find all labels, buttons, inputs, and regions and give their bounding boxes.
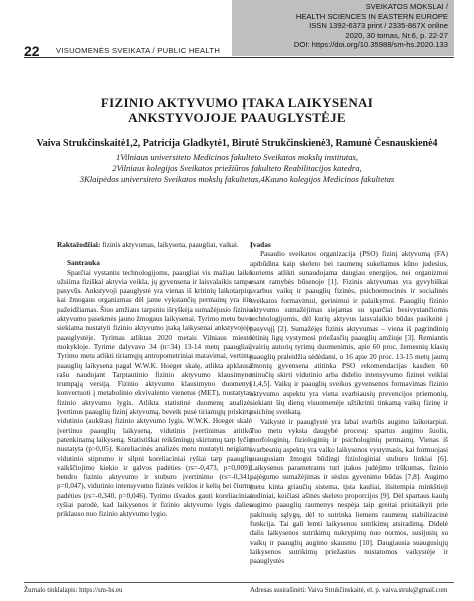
summary-text: Sparčiai vystantis technologijoms, paaugliai vis mažiau laiko užsiima fiziškai aktyvia veikla, jų gyvensena ir laisvalaikis tampa pasyvūs. Ankstyvoji paauglystė yra vienas iš kritinių laikotarpių, kai žmogaus organizmas dėl jame vykstančių permainų yra itin pažeidžiamas. Šiuo amžiaus tarpsniu išryškėja sumažėjusio fizinio aktyvumo pasekmės jauno žmogaus laikysenai. Tyrimo metu buvo siekiama nustatyti fizinio aktyvumo įtaką laikysenai ankstyvojoje paauglystėje. Tyrimas atliktas 2020 metais Vilniaus miesto mokykloje. Tyrime dalyvavo 34 (n=34) 13-14 metų paaugliai. Tyrimo metu atlikti tiriamųjų antropometriniai matavimai, vertinta paauglių laikysena pagal W.W.K. Hoeger skalę, atlikta apklausa rašu naudojant Tarptautinio fizinio aktyvumo klausimyno trumpąją versiją. Fizinio aktyvumo klausimyno duomenys konvertuoti į metabolinio ekvivalento vienetus (MET), nustatytas fizinio aktyvumo lygis. Atlikta statistinė duomenų analizė. Įvertinus paauglių fizinį aktyvumą, beveik pusė tiriamųjų priskirta vidutinio (aukštas) fizinio aktyvumo lygis. W.W.K. Hoeger skalė įvertinus paauglių laikyseną, vidutinis įvertinimas atitiko patenkinamą laikyseną. Statistiškai reikšmingų skirtumų tarp lyčių nustatyta (p>0,05). Koreliacinės analizės metu nustatyti neigiami vidutinio stiprumo ir silpni koreliaciniai ryšiai tarp paauglių vaikščiojimo kiekio ir galvos padėties (rs=-0,473, p=0,009), bendro fizinio aktyvumo ir stuburo įvertinimo (rs=-0,341, p=0,047), vidutinio intensyvumo fizinės veiklos ir kelių bei čiurnų padėties (rs=-0,340, p=0,046). Tyrimo išvados gauti koreliaciniai ryšiai parodė, kad laikysenos ir fizinio aktyvumo lygis dalies priklauso nuo fizinio aktyvumo lygio. bbox=[57, 267, 252, 519]
page-number: 22 bbox=[24, 43, 40, 59]
journal-issue: 2020, 30 tomas, Nr.6, p. 22-27 bbox=[345, 30, 448, 40]
affiliation-line: 2Vilniaus kolegijos Sveikatos priežiūros fakulteto Reabilitacijos katedra, bbox=[112, 163, 362, 173]
journal-name-lt: SVEIKATOS MOKSLAI / bbox=[365, 2, 448, 11]
introduction-paragraph-2: Vaikystė ir paauglystė yra labai svarbūs augimo laikotarpiai. Tuo metu vyksta daugybė procesų: spartus augimo šuolis, morfologinių, fiziologinių ir psichologinių permainų. Vienas iš svarbesnių aspektų yra vaiko laikysenos vystymasis, kai formuojasi suaugusiam žmogui būdingi fiziologiniai stuburo linkiai [6]. Laikysenos parametrams turi įtakos judėjimo trūkumas, fizinio pajėgumo sumažėjimas ir sėslus gyvenimo būdas [7,8]. Augimo metu kinta griaučių sistema, tįsta kauliai, išsitempia minkštieji audiniai, keičiasi ašinės skeleto proporcijos [9]. Dėl spartaus kaulų augimo paauglių raumenys nespėja taip greitai prisitaikyti prie pakitusių sąlygų, dėl to sutrinka liemens raumenų stabilizacinė funkcija. Tai gali lemti laikysenos sutrikimų atsiradimą. Didelė dalis laikysenos sutrikimų nukrypimų nuo normos, susijusių su vaikų ir paauglių augimo skausmu [10]. Daugiausia suaugusiųjų laikysenos sutrikimų priežasties nustatomos vaikystėje ir paauglystės bbox=[250, 416, 448, 566]
journal-doi[interactable]: DOI: https://doi.org/10.35988/sm-hs.2020.133 bbox=[293, 40, 448, 50]
journal-website-note[interactable]: Žurnalo tinklalapis: https://sm-hs.eu bbox=[24, 587, 123, 594]
summary-heading: Santrauka bbox=[67, 258, 100, 268]
affiliation-line: 1Vilniaus universiteto Medicinos fakulteto Sveikatos mokslų institutas, bbox=[115, 152, 359, 162]
journal-info-box bbox=[232, 0, 454, 56]
journal-name-en: HEALTH SCIENCES IN EASTERN EUROPE bbox=[295, 11, 448, 21]
right-column bbox=[250, 240, 448, 565]
running-header: VISUOMENĖS SVEIKATA / PUBLIC HEALTH bbox=[56, 46, 221, 55]
keywords-label: Raktažodžiai: bbox=[57, 240, 101, 249]
introduction-heading: Įvadas bbox=[250, 240, 271, 249]
footer-divider bbox=[24, 582, 454, 583]
affiliation-line: 3Klaipėdos universiteto Sveikatos mokslų fakultetas,4Kauno kolegijos Medicinos fakultetas bbox=[79, 174, 395, 184]
affiliations bbox=[0, 152, 474, 185]
article-title-line-2: ANKSTYVOJOJE PAAUGLYSTĖJE bbox=[128, 110, 346, 125]
header-divider bbox=[24, 57, 454, 58]
article-title-line-1: FIZINIO AKTYVUMO ĮTAKA LAIKYSENAI bbox=[100, 95, 374, 110]
author-list: Vaiva Strukčinskaitė1,2, Patricija Gladkytė1, Birutė Strukčinskienė3, Ramunė Česnauskienė4 bbox=[36, 138, 438, 149]
left-column bbox=[57, 240, 252, 519]
keywords-text: fizinis aktyvumas, laikysena, paaugliai, vaikai. bbox=[100, 240, 239, 249]
keywords bbox=[57, 240, 252, 249]
correspondence-note[interactable]: Adresas susirašinėti: Vaiva Strukčinskaitė, el. p. vaiva.struk@gmail.com bbox=[250, 587, 448, 594]
introduction-paragraph-1: Pasaulio sveikatos organizacija (PSO) fizinį aktyvumą (FA) apibūdina kaip skeleto bei raumenų sukeliamus kūno judesius, kuriems atlikti sunaudojama daugiau energijos, nei organizmui esant ramybės būsenoje [1]. Fizinis aktyvumas yra gyvybiškai svarbus vaikų ir paauglių fizinės, psichoemocinės ir socialinės sveikatos formavimui, gerinimui ir palaikymui. Paauglių fizinio aktyvumo sumažėjimas siejamas su sparčiai besivystančiomis technologijomis, dėl kurių aktyvus laisvalaikio būdas pasikeitė į pasyvųjį [2]. Sumažėjęs fizinis aktyvumas – viena iš pagrindinių lėtinių ligų vystymosi priežasčių paauglių amžiuje [3]. Remiantis įvairių autorių tyrimų duomenimis, apie 60 proc. žemesnių klasių paauglių praleidžia sėdėdami, o 16 apie 20 proc. 13-15 metų jaunų žmonių gyvensena atitinka PSO rekomendacijas kasdien 60 minučių skirti vidutinio arba didelio intensyvumo fizinei veiklai [1,4,5]. Vaikų ir paauglių sveikos gyvensenos formavimas fizinio aktyvumo aspektu yra viena svarbiausių prevencijos priemonių, siekiant šių dienų visuomenėje užtikrinti tinkamą vaikų fizinę ir psichinę sveikatą. bbox=[250, 249, 448, 417]
journal-issn: ISSN 1392-6373 print / 2335-867X online bbox=[309, 21, 448, 31]
article-title bbox=[0, 95, 474, 125]
